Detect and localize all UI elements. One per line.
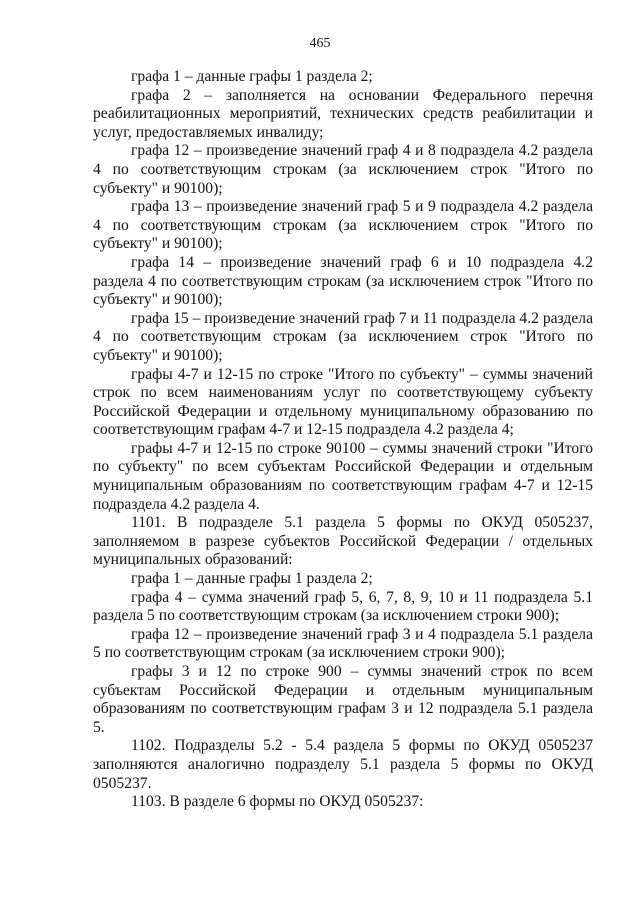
paragraph: графа 12 – произведение значений граф 3 и 4 подраздела 5.1 раздела 5 по соответствующим строкам (за исключением строки 900); — [93, 625, 593, 662]
paragraph: графа 12 – произведение значений граф 4 и 8 подраздела 4.2 раздела 4 по соответствующим строкам (за исключением строк "Итого по субъекту" и 90100); — [93, 142, 593, 197]
document-body — [93, 68, 593, 812]
paragraph: графы 3 и 12 по строке 900 – суммы значений строк по всем субъектам Российской Федерации и отдельным муниципальным образованиям по соответствующим графам 3 и 12 подраздела 5.1 раздела 5. — [93, 663, 593, 736]
paragraph: графа 1 – данные графы 1 раздела 2; — [131, 570, 373, 588]
paragraph: графа 4 – сумма значений граф 5, 6, 7, 8, 9, 10 и 11 подраздела 5.1 раздела 5 по соответствующим строкам (за исключением строки 900); — [93, 588, 593, 625]
paragraph: графы 4-7 и 12-15 по строке 90100 – суммы значений строки "Итого по субъекту" по всем субъектам Российской Федерации и отдельным муниципальным образованиям по соответствующим графам 4-7 и 12-15 подраздела 4.2 раздела 4. — [93, 439, 593, 513]
paragraph: графа 15 – произведение значений граф 7 и 11 подраздела 4.2 раздела 4 по соответствующим строкам (за исключением строк "Итого по субъекту" и 90100); — [93, 309, 593, 364]
paragraph: 1103. В разделе 6 формы по ОКУД 0505237: — [131, 793, 424, 811]
paragraph: графа 2 – заполняется на основании Федерального перечня реабилитационных мероприятий, технических средств реабилитации и услуг, предоставляемых инвалиду; — [93, 86, 593, 141]
paragraph: графа 14 – произведение значений граф 6 и 10 подраздела 4.2 раздела 4 по соответствующим строкам (за исключением строк "Итого по субъекту" и 90100); — [93, 253, 593, 309]
paragraph: графа 13 – произведение значений граф 5 и 9 подраздела 4.2 раздела 4 по соответствующим строкам (за исключением строк "Итого по субъекту" и 90100); — [93, 198, 593, 253]
paragraph: графа 1 – данные графы 1 раздела 2; — [131, 68, 373, 85]
paragraph: 1101. В подразделе 5.1 раздела 5 формы по ОКУД 0505237, заполняемом в разрезе субъектов Российской Федерации / отдельных муниципальных образований: — [93, 514, 593, 569]
paragraph: графы 4-7 и 12-15 по строке "Итого по субъекту" – суммы значений строк по всем наименованиям услуг по соответствующему субъекту Российской Федерации и отдельному муниципальному образованию по соответствующим графам 4-7 и 12-15 подраздела 4.2 раздела 4; — [93, 365, 593, 439]
page-number: 465 — [309, 36, 331, 51]
paragraph: 1102. Подразделы 5.2 - 5.4 раздела 5 формы по ОКУД 0505237 заполняются аналогично подразделу 5.1 раздела 5 формы по ОКУД 0505237. — [93, 737, 593, 792]
